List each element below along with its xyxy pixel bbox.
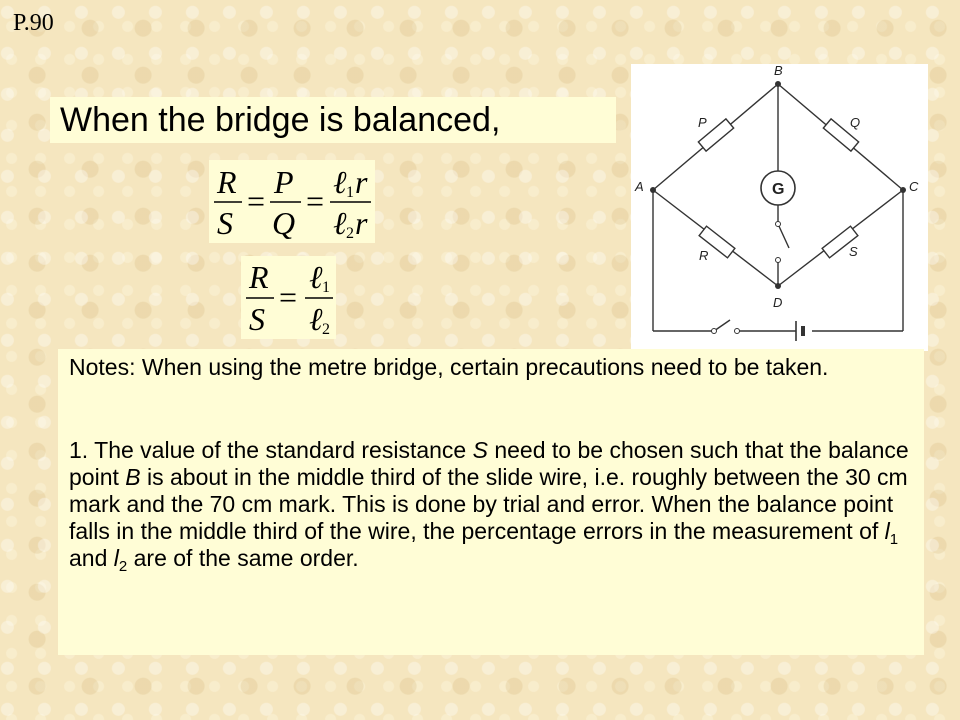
label-p: P bbox=[698, 115, 707, 130]
heading-box bbox=[50, 97, 616, 143]
heading: When the bridge is balanced, bbox=[60, 101, 501, 139]
formula1-r-num: r bbox=[355, 164, 368, 200]
formula1-sub1: 1 bbox=[346, 184, 354, 201]
formula2-l1: ℓ bbox=[309, 259, 323, 295]
formula1-p: P bbox=[274, 164, 294, 200]
formula-ratio-lengths bbox=[241, 256, 336, 339]
formula2-l2: ℓ bbox=[309, 301, 323, 337]
formula2-eq: = bbox=[279, 279, 298, 315]
page-number: P.90 bbox=[13, 10, 54, 36]
label-g: G bbox=[772, 181, 785, 198]
label-a: A bbox=[635, 179, 644, 194]
formula1-l1: ℓ bbox=[333, 164, 347, 200]
formula1-eq1: = bbox=[247, 183, 266, 219]
formula2-s: S bbox=[249, 301, 265, 337]
notes-item-1: 1. The value of the standard resistance S need to be chosen such that the balance point B is about in the middle third of the slide wire, i.e. roughly between the 30 cm mark and the 70 cm mark. This is done by trial and error. When the balance point falls in the middle third of the wire, the percentage errors in the measurement of $l_1$ and $l_2$ are of the same order. bbox=[69, 437, 909, 575]
label-b: B bbox=[774, 64, 783, 78]
formula1-sub2: 2 bbox=[346, 225, 354, 242]
notes-box bbox=[58, 349, 924, 655]
label-q: Q bbox=[850, 115, 861, 130]
formula1-q: Q bbox=[272, 205, 296, 241]
label-c: C bbox=[909, 179, 919, 194]
formula1-r: R bbox=[217, 164, 237, 200]
formula2-sub2: 2 bbox=[322, 321, 330, 338]
label-s: S bbox=[849, 244, 858, 259]
formula2-r: R bbox=[249, 259, 269, 295]
formula1-eq2: = bbox=[306, 183, 325, 219]
formula2-sub1: 1 bbox=[322, 279, 330, 296]
label-r: R bbox=[699, 248, 709, 263]
formula1-l2: ℓ bbox=[333, 205, 347, 241]
formula-ratio-full bbox=[209, 160, 375, 243]
label-d: D bbox=[773, 295, 783, 310]
circuit-diagram bbox=[631, 64, 928, 351]
formula1-s: S bbox=[217, 205, 233, 241]
notes-intro: Notes: When using the metre bridge, certain precautions need to be taken. bbox=[69, 354, 829, 380]
formula1-r-den: r bbox=[355, 205, 368, 241]
